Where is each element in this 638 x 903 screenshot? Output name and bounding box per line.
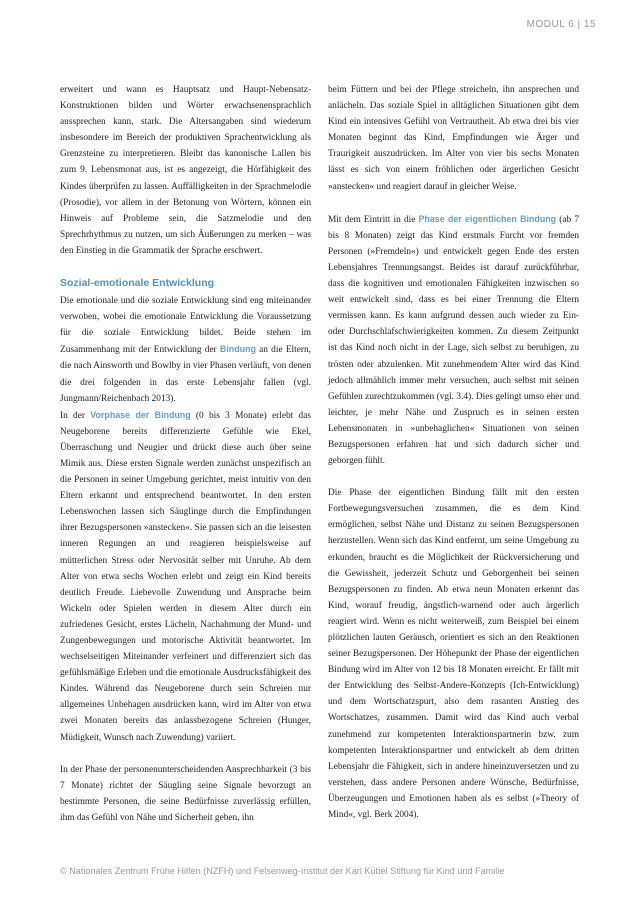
paragraph: beim Füttern und bei der Pflege streicheln, ihn ansprechen und anlächeln. Das soziale Spiel in alltäglichen Situationen gibt dem Kind ein intensives Gefühl von Vertrautheit. Ab etwa drei bis vier Monaten beginnt das Kind, Empfindungen wie Ärger und Traurigkeit auszudrücken. Im Alter von vier bis sechs Monaten lässt es sich von einem fröhlichen oder ärgerlichen Gesicht »anstecken« und reagiert darauf in gleicher Weise. (328, 85, 579, 192)
paragraph: erweitert und wann es Hauptsatz und Haupt-Nebensatz-Konstruktionen bilden und Wörter erwachsenensprachlich aussprechen kann, stark. Die Altersangaben sind wiederum insbesondere im Bereich der produktiven Sprachentwicklung als Grenzsteine zu interpretieren. Bleibt das kanonische Lallen bis zum 9. Lebensmonat aus, ist es angezeigt, die Hörfähigkeit des Kindes überprüfen zu lassen. Auffälligkeiten in der Sprachmelodie (Prosodie), vor allem in der Betonung von Wörtern, können ein Hinweis auf Probleme sein, die Satzmelodie und den Sprechrhythmus zu nutzen, um sich Äußerungen zu merken – was den Einstieg in die Grammatik der Sprache erschwert. (60, 85, 311, 256)
paragraph-text: Mit dem Eintritt in die (328, 214, 419, 225)
highlighted-term: Bindung (219, 344, 256, 355)
highlighted-term: Phase der eigentlichen Bindung (418, 213, 557, 224)
left-column (60, 82, 311, 842)
right-column (328, 82, 579, 839)
paragraph-text: (ab 7 bis 8 Monaten) zeigt das Kind erstmals Furcht vor fremden Personen (»Fremdeln«) und entwickelt gegen Ende des ersten Lebensjahres Trennungsangst. Beides ist darauf zurückführbar, dass die kognitiven und emotionalen Fähigkeiten inzwischen so weit entwickelt sind, dass es bei einer Trennung die Eltern vermissen kann. Es kann aufgrund dessen auch wieder zu Ein- oder Durchschlafschwierigkeiten kommen. Zu diesem Zeitpunkt ist das Kind noch nicht in der Lage, sich selbst zu beruhigen, zu trösten oder abzulenken. Mit zunehmendem Alter wird das Kind jedoch allmählich immer mehr versuchen, auch selbst mit seinen Gefühlen zurechtzukommen (vgl. 3.4). Dies gelingt umso eher und leichter, je mehr Nähe und Zuspruch es in seinen ersten Lebensmonaten in »unbehaglichen« Situationen von seinen Bezugspersonen erfahren hat und sich dadurch sicher und geborgen fühlt. (328, 214, 580, 467)
section-heading: Sozial-emotionale Entwicklung (60, 277, 215, 290)
paragraph: Die Phase der eigentlichen Bindung fällt mit den ersten Fortbewegungsversuchen zusammen, die es dem Kind ermöglichen, selbst Nähe und Distanz zu seinen Bezugspersonen herzustellen. Wenn sich das Kind entfernt, um seine Umgebung zu erkunden, braucht es die Möglichkeit der Rückversicherung und die Gewissheit, jederzeit Schutz und Geborgenheit bei seinen Bezugspersonen zu finden. Ab etwa neun Monaten erkennt das Kind, worauf freudig, ängstlich-warnend oder auch ärgerlich reagiert wird. Wenn es nicht weiterweiß, zum Beispiel bei einem plötzlichen lauten Geräusch, orientiert es sich an den Reaktionen seiner Bezugspersonen. Der Höhepunkt der Phase der eigentlichen Bindung wird im Alter von 12 bis 18 Monaten erreicht. Er fällt mit der Entwicklung des Selbst-Andere-Konzepts (Ich-Entwicklung) und dem Wortschatzspurt, also dem rasanten Anstieg des Wortschatzes, zusammen. Damit wird das Kind auch verbal zunehmend zur kompetenten Interaktionspartnerin bzw. zum kompetenten Interaktionspartner und entwickelt ab dem dritten Lebensjahr die Fähigkeit, sich in andere hineinzuversetzen und zu verstehen, dass andere Personen andere Wünsche, Bedürfnisse, Überzeugungen und Emotionen haben als es selbst (»Theory of Mind«, vgl. Berk 2004). (328, 488, 579, 821)
paragraph: In der Phase der personenunterscheidenden Ansprechbarkeit (3 bis 7 Monate) richtet der Säugling seine Signale bevorzugt an bestimmte Personen, die seine Bedürfnisse zuverlässig erfüllen, ihm das Gefühl von Nähe und Sicherheit geben, ihn (60, 764, 311, 823)
highlighted-term: Vorphase der Bindung (90, 409, 191, 420)
paragraph-text: Die emotionale und die soziale Entwicklung sind eng miteinander verwoben, wobei die emotionale Entwicklung die Voraussetzung für die soziale Entwicklung bildet. Beide stehen im Zusammenhang mit der Entwicklung der (60, 296, 311, 356)
paragraph (328, 211, 579, 470)
paragraph (60, 293, 311, 407)
paragraph-text: In der (60, 410, 91, 421)
paragraph-text: (0 bis 3 Monate) erlebt das Neugeborene bereits differenzierte Gefühle wie Ekel, Überraschung und Neugier und drückt diese auch über seine Mimik aus. Diese ersten Signale werden zunächst unspezifisch an die Personen in seiner Umgebung gerichtet, meist intuitiv von den Eltern erkannt und entsprechend beantwortet. In den ersten Lebenswochen lassen sich Säuglinge durch die Empfindungen ihrer Bezugspersonen »anstecken«. Sie passen sich an die leisesten inneren Regungen an und reagieren beispielsweise auf mütterlichen Stress oder Nervosität selber mit Unruhe. Ab dem Alter von etwa sechs Wochen erlebt und zeigt ein Kind bereits deutlich Freude. Liebevolle Zuwendung und Ansprache beim Wickeln oder Spielen werden in diesem Alter durch ein zufriedenes Gesicht, erstes Lächeln, Nachahmung der Mund- und Zungenbewegungen und motorische Aktivität beantwortet. Im wechselseitigen Miteinander verfeinert und differenziert sich das gefühlsmäßige Erleben und die emotionale Ausdrucksfähigkeit des Kindes. Während das Neugeborene durch sein Schreien nur allgemeines Unbehagen ausdrücken kann, wird im Alter von etwa zwei Monaten bereits das anlassbezogene Schreien (Hunger, Müdigkeit, Wunsch nach Zuwendung) variiert. (60, 410, 311, 743)
page-header-module: MODUL 6 | 15 (526, 19, 596, 30)
page-footer-copyright: © Nationales Zentrum Frühe Hilfen (NZFH) und Felsenweg-Institut der Karl Kübel Stiftung für Kind und Familie (60, 866, 505, 876)
paragraph-text: an die Eltern, die nach Ainsworth und Bowlby in vier Phasen verläuft, von denen die drei folgenden in das erste Lebensjahr fallen (vgl. Jungmann/Reichenbach 2013). (60, 345, 311, 404)
paragraph (60, 407, 311, 746)
